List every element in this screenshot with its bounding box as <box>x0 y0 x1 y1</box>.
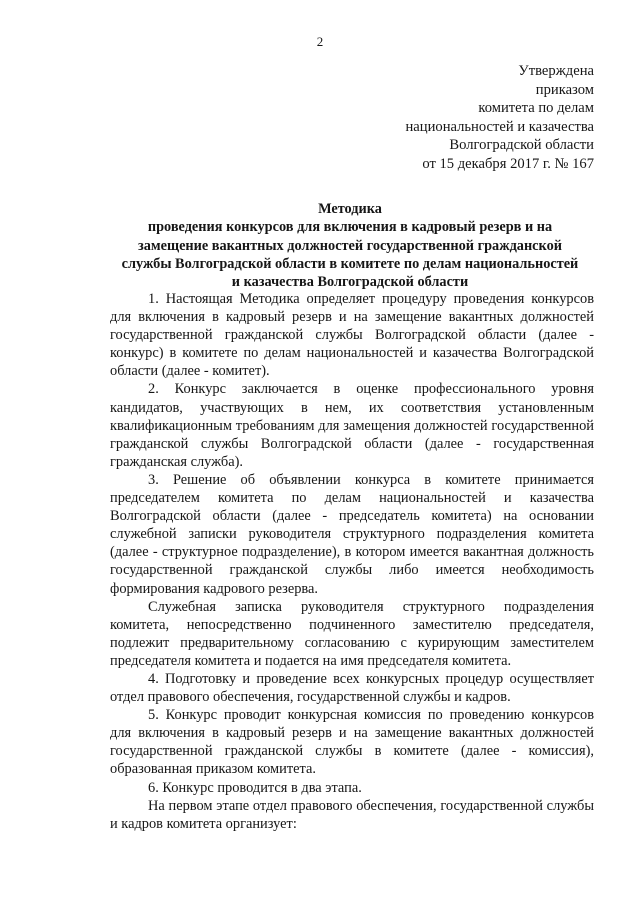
page-number: 2 <box>316 34 324 49</box>
title-line: службы Волгоградской области в комитете по делам национальностей <box>121 255 579 272</box>
paragraph-first-stage: На первом этапе отдел правового обеспечения, государственной службы и кадров комитета организует: <box>110 797 594 832</box>
paragraph-2: 2. Конкурс заключается в оценке профессионального уровня кандидатов, участвующих в нем, их соответствия установленным квалификационным требованиям для замещения должностей государственной гражданской службы Волгоградской области (далее - государственная гражданская служба). <box>110 381 594 470</box>
paragraph-memo: Служебная записка руководителя структурного подразделения комитета, непосредственно подчиненного заместителю председателя, подлежит предварительному согласованию с курирующим заместителем председателя комитета и подается на имя председателя комитета. <box>110 598 594 669</box>
title-line: проведения конкурсов для включения в кадровый резерв и на <box>147 219 553 236</box>
approval-line: Волгоградской области <box>449 137 594 153</box>
approval-line: Утверждена <box>518 63 594 79</box>
document-title <box>100 200 600 291</box>
paragraph-3: 3. Решение об объявлении конкурса в комитете принимается председателем комитета по делам национальностей и казачества Волгоградской области (далее - председатель комитета) на основании служебной записки руководителя структурного подразделения комитета (далее - структурное подразделение), в котором имеется вакантная должность государственной гражданской службы либо имеется необходимость формирования кадрового резерва. <box>110 471 594 597</box>
paragraph-6: 6. Конкурс проводится в два этапа. <box>148 779 362 796</box>
approval-block <box>406 62 595 173</box>
paragraph-1: 1. Настоящая Методика определяет процедуру проведения конкурсов для включения в кадровый резерв и на замещение вакантных должностей государственной гражданской службы Волгоградской области (далее - конкурс) в комитете по делам национальностей и казачества Волгоградской области (далее - комитет). <box>110 291 594 380</box>
title-line: замещение вакантных должностей государственной гражданской <box>138 237 562 254</box>
paragraph-4: 4. Подготовку и проведение всех конкурсных процедур осуществляет отдел правового обеспечения, государственной службы и кадров. <box>110 670 594 706</box>
paragraph-5: 5. Конкурс проводит конкурсная комиссия по проведению конкурсов для включения в кадровый резерв и на замещение вакантных должностей государственной гражданской службы в комитете (далее - комиссия), образованная приказом комитета. <box>110 707 594 778</box>
document-body <box>110 290 594 833</box>
approval-line: национальностей и казачества <box>405 118 594 135</box>
approval-line: приказом <box>535 81 594 98</box>
title-heading: Методика <box>318 201 382 217</box>
title-line: и казачества Волгоградской области <box>231 274 469 291</box>
approval-line: комитета по делам <box>478 100 594 116</box>
approval-line: от 15 декабря 2017 г. № 167 <box>422 155 594 172</box>
